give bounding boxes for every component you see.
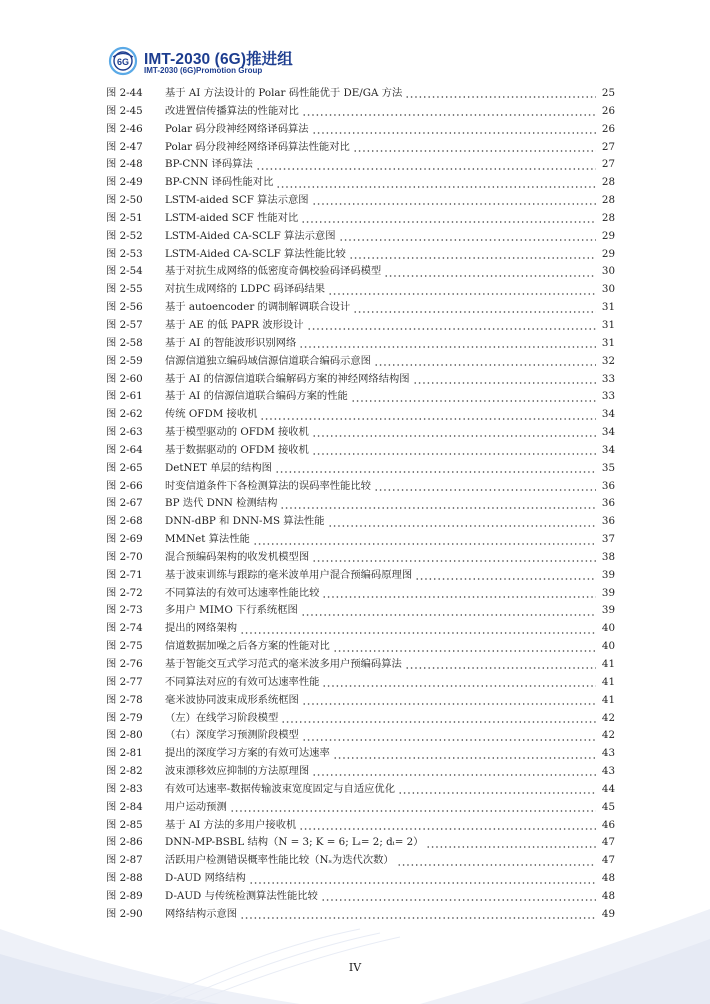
dot-leader xyxy=(280,507,596,509)
toc-entry[interactable] xyxy=(106,620,615,638)
toc-entry[interactable] xyxy=(106,317,615,335)
figure-number: 图 2-78 xyxy=(106,693,143,706)
figure-number: 图 2-84 xyxy=(106,800,143,813)
page-number: IV xyxy=(348,961,362,974)
figure-title-wrap xyxy=(165,692,599,710)
toc-entry[interactable] xyxy=(106,638,615,656)
figure-title: D-AUD 与传统检测算法性能比较 xyxy=(165,889,318,902)
figure-title: 波束漂移效应抑制的方法原理图 xyxy=(165,765,310,778)
figure-number: 图 2-83 xyxy=(106,782,143,795)
dot-leader xyxy=(307,328,596,330)
background-decoration xyxy=(0,869,710,1004)
page-ref: 30 xyxy=(601,283,615,296)
page-ref: 28 xyxy=(601,211,615,224)
figure-number: 图 2-68 xyxy=(106,515,143,528)
figure-title: 基于 AI 方法的多用户接收机 xyxy=(165,818,297,831)
figure-number: 图 2-85 xyxy=(106,818,143,831)
dot-leader xyxy=(328,293,596,295)
toc-entry[interactable] xyxy=(106,353,615,371)
dot-leader xyxy=(312,435,596,437)
toc-entry[interactable] xyxy=(106,406,615,424)
toc-entry[interactable] xyxy=(106,460,615,478)
toc-entry[interactable] xyxy=(106,745,615,763)
toc-entry[interactable] xyxy=(106,263,615,281)
figure-number: 图 2-90 xyxy=(106,907,143,920)
figure-title: LSTM-aided SCF 性能对比 xyxy=(165,211,299,224)
figure-title-wrap xyxy=(165,710,599,728)
figure-title: 基于 AI 方法设计的 Polar 码性能优于 DE/GA 方法 xyxy=(165,87,403,99)
dot-leader xyxy=(299,828,596,830)
figure-number: 图 2-65 xyxy=(106,461,143,474)
figure-title-wrap xyxy=(165,299,599,317)
page-ref: 31 xyxy=(601,301,615,314)
figure-title-wrap xyxy=(165,852,599,870)
page-ref: 36 xyxy=(601,479,615,492)
figure-title-wrap xyxy=(165,585,599,603)
figure-title: BP-CNN 译码算法 xyxy=(165,158,253,171)
figure-title: 传统 OFDM 接收机 xyxy=(165,408,258,421)
figure-number: 图 2-86 xyxy=(106,836,143,849)
figure-title: 基于波束训练与跟踪的毫米波单用户混合预编码原理图 xyxy=(165,568,413,581)
figure-title: 信源信道独立编码域信源信道联合编码示意图 xyxy=(165,354,371,367)
toc-entry[interactable] xyxy=(106,121,615,139)
figure-title-wrap xyxy=(165,192,599,210)
toc-entry[interactable] xyxy=(106,388,615,406)
page-ref: 31 xyxy=(601,336,615,349)
dot-leader xyxy=(230,810,596,812)
figure-title: DetNET 单层的结构图 xyxy=(165,461,272,474)
figure-title-wrap xyxy=(165,442,599,460)
dot-leader xyxy=(333,650,596,652)
page-ref: 44 xyxy=(601,782,615,795)
toc-entry[interactable] xyxy=(106,513,615,531)
toc-entry[interactable] xyxy=(106,531,615,549)
figure-title-wrap xyxy=(165,567,599,585)
page-ref: 25 xyxy=(601,87,615,99)
toc-entry[interactable] xyxy=(106,817,615,835)
dot-leader xyxy=(256,168,596,170)
figure-title: 基于 autoencoder 的调制解调联合设计 xyxy=(165,301,351,314)
figure-number: 图 2-64 xyxy=(106,443,143,456)
page-ref: 27 xyxy=(601,158,615,171)
figure-title: Polar 码分段神经网络译码算法 xyxy=(165,122,309,135)
figure-title-wrap xyxy=(165,85,599,103)
figure-title-wrap xyxy=(165,263,599,281)
toc-entry[interactable] xyxy=(106,585,615,603)
toc-entry[interactable] xyxy=(106,852,615,870)
figure-title-wrap xyxy=(165,317,599,335)
figure-number: 图 2-53 xyxy=(106,247,143,260)
toc-entry[interactable] xyxy=(106,763,615,781)
toc-entry[interactable] xyxy=(106,210,615,228)
figure-title: 多用户 MIMO 下行系统框图 xyxy=(165,604,298,617)
figure-title: 基于对抗生成网络的低密度奇偶校验码译码模型 xyxy=(165,265,382,278)
figure-number: 图 2-73 xyxy=(106,604,143,617)
figure-number: 图 2-66 xyxy=(106,479,143,492)
page-ref: 34 xyxy=(601,408,615,421)
figure-number: 图 2-76 xyxy=(106,658,143,670)
toc-entry[interactable] xyxy=(106,371,615,389)
page-ref: 40 xyxy=(601,622,615,635)
figure-number: 图 2-52 xyxy=(106,229,143,242)
dot-leader xyxy=(302,739,596,741)
page-ref: 43 xyxy=(601,747,615,760)
page-ref: 29 xyxy=(601,229,615,242)
figure-title-wrap xyxy=(165,139,599,157)
figure-number: 图 2-47 xyxy=(106,140,143,153)
page-ref: 36 xyxy=(601,515,615,528)
page-ref: 41 xyxy=(601,693,615,706)
figure-number: 图 2-63 xyxy=(106,426,143,439)
dot-leader xyxy=(302,703,596,705)
figure-number: 图 2-67 xyxy=(106,497,143,510)
page-ref: 43 xyxy=(601,765,615,778)
dot-leader xyxy=(322,596,596,598)
dot-leader xyxy=(333,757,596,759)
figure-number: 图 2-71 xyxy=(106,568,143,581)
page-ref: 45 xyxy=(601,800,615,813)
figure-title: DNN-MP-BSBL 结构（N = 3; K = 6; Lᵢ= 2; dᵢ= 2） xyxy=(165,836,424,849)
dot-leader xyxy=(312,774,596,776)
dot-leader xyxy=(398,792,596,794)
toc-entry[interactable] xyxy=(106,692,615,710)
toc-entry[interactable] xyxy=(106,299,615,317)
figure-title: BP 迭代 DNN 检测结构 xyxy=(165,497,278,510)
dot-leader xyxy=(260,418,596,420)
figure-title-wrap xyxy=(165,638,599,656)
figure-number: 图 2-59 xyxy=(106,354,143,367)
figure-title: （左）在线学习阶段模型 xyxy=(165,711,279,724)
figure-title: 网络结构示意图 xyxy=(165,907,238,920)
figure-title-wrap xyxy=(165,763,599,781)
org-subtitle: IMT-2030 (6G)Promotion Group xyxy=(144,66,263,75)
figure-number: 图 2-62 xyxy=(106,408,143,421)
dot-leader xyxy=(275,471,596,473)
page-ref: 32 xyxy=(601,354,615,367)
figure-title: 改进置信传播算法的性能对比 xyxy=(165,104,299,117)
dot-leader xyxy=(328,525,597,527)
figure-title: 基于 AI 的信源信道联合编码方案的性能 xyxy=(165,390,348,403)
page-ref: 47 xyxy=(601,836,615,849)
page-ref: 42 xyxy=(601,729,615,742)
figure-title: 基于智能交互式学习范式的毫米波多用户预编码算法 xyxy=(165,658,402,670)
figure-title: BP-CNN 译码性能对比 xyxy=(165,176,274,189)
toc-entry[interactable] xyxy=(106,174,615,192)
toc-entry[interactable] xyxy=(106,674,615,692)
page-ref: 36 xyxy=(601,497,615,510)
figure-title-wrap xyxy=(165,513,599,531)
figure-title-wrap xyxy=(165,620,599,638)
toc-entry[interactable] xyxy=(106,799,615,817)
page-ref: 29 xyxy=(601,247,615,260)
dot-leader xyxy=(240,632,596,634)
figure-number: 图 2-61 xyxy=(106,390,143,403)
page-ref: 49 xyxy=(601,907,615,920)
figure-title-wrap xyxy=(165,174,599,192)
toc-entry[interactable] xyxy=(106,192,615,210)
dot-leader xyxy=(253,543,596,545)
figure-title: 基于 AI 的智能波形识别网络 xyxy=(165,336,297,349)
figure-title: 不同算法对应的有效可达速率性能 xyxy=(165,675,320,688)
figure-title: LSTM-Aided CA-SCLF 算法示意图 xyxy=(165,229,336,242)
figure-title-wrap xyxy=(165,745,599,763)
figure-title: LSTM-aided SCF 算法示意图 xyxy=(165,194,309,207)
figure-title-wrap xyxy=(165,371,599,389)
dot-leader xyxy=(353,150,596,152)
dot-leader xyxy=(302,114,596,116)
toc-entry[interactable] xyxy=(106,478,615,496)
figure-number: 图 2-75 xyxy=(106,640,143,653)
figure-title-wrap xyxy=(165,103,599,121)
dot-leader xyxy=(301,221,596,223)
figure-title-wrap xyxy=(165,674,599,692)
page-ref: 35 xyxy=(601,461,615,474)
figure-number: 图 2-51 xyxy=(106,211,143,224)
figure-title: 对抗生成网络的 LDPC 码译码结果 xyxy=(165,283,326,296)
dot-leader xyxy=(426,846,596,848)
figure-number: 图 2-70 xyxy=(106,550,143,563)
figure-title: 基于模型驱动的 OFDM 接收机 xyxy=(165,426,309,439)
toc-entry[interactable] xyxy=(106,656,615,674)
figure-number: 图 2-74 xyxy=(106,622,143,635)
figure-number: 图 2-79 xyxy=(106,711,143,724)
figure-title: DNN-dBP 和 DNN-MS 算法性能 xyxy=(165,515,325,528)
figure-number: 图 2-58 xyxy=(106,336,143,349)
figure-title-wrap xyxy=(165,799,599,817)
dot-leader xyxy=(312,203,596,205)
figure-number: 图 2-80 xyxy=(106,729,143,742)
page-ref: 28 xyxy=(601,176,615,189)
figure-title-wrap xyxy=(165,353,599,371)
page-ref: 28 xyxy=(601,194,615,207)
figure-number: 图 2-49 xyxy=(106,176,143,189)
figure-title: D-AUD 网络结构 xyxy=(165,872,246,885)
figure-title-wrap xyxy=(165,335,599,353)
figure-title-wrap xyxy=(165,281,599,299)
toc-entry[interactable] xyxy=(106,781,615,799)
dot-leader xyxy=(312,453,596,455)
figure-number: 图 2-87 xyxy=(106,854,143,867)
figure-number: 图 2-88 xyxy=(106,872,143,885)
figure-title: 基于数据驱动的 OFDM 接收机 xyxy=(165,443,309,456)
page-ref: 41 xyxy=(601,658,615,670)
figure-title-wrap xyxy=(165,424,599,442)
dot-leader xyxy=(353,311,596,313)
figure-title-wrap xyxy=(165,727,599,745)
svg-text:6G: 6G xyxy=(116,57,130,67)
dot-leader xyxy=(349,257,596,259)
page-ref: 39 xyxy=(601,568,615,581)
figure-title: 信道数据加噪之后各方案的性能对比 xyxy=(165,640,330,653)
figure-title-wrap xyxy=(165,228,599,246)
dot-leader xyxy=(397,864,596,866)
figure-number: 图 2-57 xyxy=(106,318,143,331)
figure-title-wrap xyxy=(165,406,599,424)
dot-leader xyxy=(374,489,596,491)
dot-leader xyxy=(312,132,596,134)
figure-title: MMNet 算法性能 xyxy=(165,533,250,546)
dot-leader xyxy=(276,186,596,188)
dot-leader xyxy=(374,364,596,366)
page-ref: 34 xyxy=(601,443,615,456)
toc-entry[interactable] xyxy=(106,442,615,460)
figure-title-wrap xyxy=(165,210,599,228)
toc-entry[interactable] xyxy=(106,103,615,121)
figure-title: 提出的网络架构 xyxy=(165,622,238,635)
figure-number: 图 2-72 xyxy=(106,586,143,599)
dot-leader xyxy=(339,239,596,241)
page-ref: 33 xyxy=(601,372,615,385)
figure-number: 图 2-60 xyxy=(106,372,143,385)
figure-title: 有效可达速率-数据传输波束宽度固定与自适应优化 xyxy=(165,782,396,795)
figure-number: 图 2-81 xyxy=(106,747,143,760)
figure-number: 图 2-55 xyxy=(106,283,143,296)
toc-entry[interactable] xyxy=(106,567,615,585)
dot-leader xyxy=(322,685,596,687)
page-ref: 46 xyxy=(601,818,615,831)
imt-2030-logo-icon xyxy=(108,46,138,76)
figure-number: 图 2-50 xyxy=(106,194,143,207)
dot-leader xyxy=(312,560,596,562)
dot-leader xyxy=(301,614,596,616)
figure-number: 图 2-56 xyxy=(106,301,143,314)
page-ref: 40 xyxy=(601,640,615,653)
toc-entry[interactable] xyxy=(106,710,615,728)
figure-title-wrap xyxy=(165,156,599,174)
dot-leader xyxy=(281,721,596,723)
toc-entry[interactable] xyxy=(106,834,615,852)
dot-leader xyxy=(384,275,596,277)
figure-number: 图 2-46 xyxy=(106,122,143,135)
dot-leader xyxy=(299,346,596,348)
toc-entry[interactable] xyxy=(106,85,615,103)
figure-title: 活跃用户检测错误概率性能比较（Nₛ为迭代次数） xyxy=(165,854,394,867)
figure-title: 不同算法的有效可达速率性能比较 xyxy=(165,586,320,599)
figure-number: 图 2-69 xyxy=(106,533,143,546)
dot-leader xyxy=(351,400,596,402)
figure-title-wrap xyxy=(165,817,599,835)
figure-title-wrap xyxy=(165,495,599,513)
dot-leader xyxy=(405,96,596,98)
page-ref: 26 xyxy=(601,104,615,117)
page-ref: 48 xyxy=(601,889,615,902)
figure-title: 用户运动预测 xyxy=(165,800,227,813)
figure-title-wrap xyxy=(165,460,599,478)
figure-title-wrap xyxy=(165,602,599,620)
toc-entry[interactable] xyxy=(106,156,615,174)
figure-title-wrap xyxy=(165,121,599,139)
dot-leader xyxy=(405,667,596,669)
page-ref: 39 xyxy=(601,586,615,599)
figure-title-wrap xyxy=(165,834,599,852)
toc-entry[interactable] xyxy=(106,246,615,264)
toc-entry[interactable] xyxy=(106,228,615,246)
figure-list xyxy=(106,85,615,924)
figure-number: 图 2-45 xyxy=(106,104,143,117)
figure-title-wrap xyxy=(165,478,599,496)
figure-number: 图 2-89 xyxy=(106,889,143,902)
dot-leader xyxy=(413,382,596,384)
figure-title: 提出的深度学习方案的有效可达速率 xyxy=(165,747,330,760)
toc-entry[interactable] xyxy=(106,424,615,442)
figure-title-wrap xyxy=(165,549,599,567)
figure-number: 图 2-77 xyxy=(106,675,143,688)
page-ref: 34 xyxy=(601,426,615,439)
figure-number: 图 2-44 xyxy=(106,87,143,99)
figure-title: 毫米波协同波束成形系统框图 xyxy=(165,693,299,706)
page-ref: 41 xyxy=(601,675,615,688)
figure-title: Polar 码分段神经网络译码算法性能对比 xyxy=(165,140,350,153)
dot-leader xyxy=(415,578,596,580)
page-ref: 33 xyxy=(601,390,615,403)
figure-title: 基于 AE 的低 PAPR 波形设计 xyxy=(165,318,304,331)
toc-entry[interactable] xyxy=(106,549,615,567)
page-ref: 30 xyxy=(601,265,615,278)
toc-entry[interactable] xyxy=(106,281,615,299)
figure-title-wrap xyxy=(165,388,599,406)
figure-title: （右）深度学习预测阶段模型 xyxy=(165,729,299,742)
toc-entry[interactable] xyxy=(106,335,615,353)
figure-title: 时变信道条件下各检测算法的误码率性能比较 xyxy=(165,479,371,492)
figure-title-wrap xyxy=(165,781,599,799)
page-ref: 27 xyxy=(601,140,615,153)
page-ref: 38 xyxy=(601,550,615,563)
figure-title: LSTM-Aided CA-SCLF 算法性能比较 xyxy=(165,247,346,260)
figure-number: 图 2-48 xyxy=(106,158,143,171)
figure-title: 基于 AI 的信源信道联合编解码方案的神经网络结构图 xyxy=(165,372,410,385)
toc-entry[interactable] xyxy=(106,139,615,157)
page-ref: 42 xyxy=(601,711,615,724)
page-ref: 37 xyxy=(601,533,615,546)
page-ref: 48 xyxy=(601,872,615,885)
org-title: IMT-2030 (6G)推进组 xyxy=(144,51,293,68)
figure-title-wrap xyxy=(165,531,599,549)
figure-title-wrap xyxy=(165,246,599,264)
figure-title: 混合预编码架构的收发机模型图 xyxy=(165,550,310,563)
toc-entry[interactable] xyxy=(106,495,615,513)
page-ref: 26 xyxy=(601,122,615,135)
page-ref: 39 xyxy=(601,604,615,617)
figure-number: 图 2-82 xyxy=(106,765,143,778)
figure-number: 图 2-54 xyxy=(106,265,143,278)
toc-entry[interactable] xyxy=(106,727,615,745)
page-ref: 31 xyxy=(601,318,615,331)
toc-entry[interactable] xyxy=(106,602,615,620)
figure-title-wrap xyxy=(165,656,599,674)
page-ref: 47 xyxy=(601,854,615,867)
